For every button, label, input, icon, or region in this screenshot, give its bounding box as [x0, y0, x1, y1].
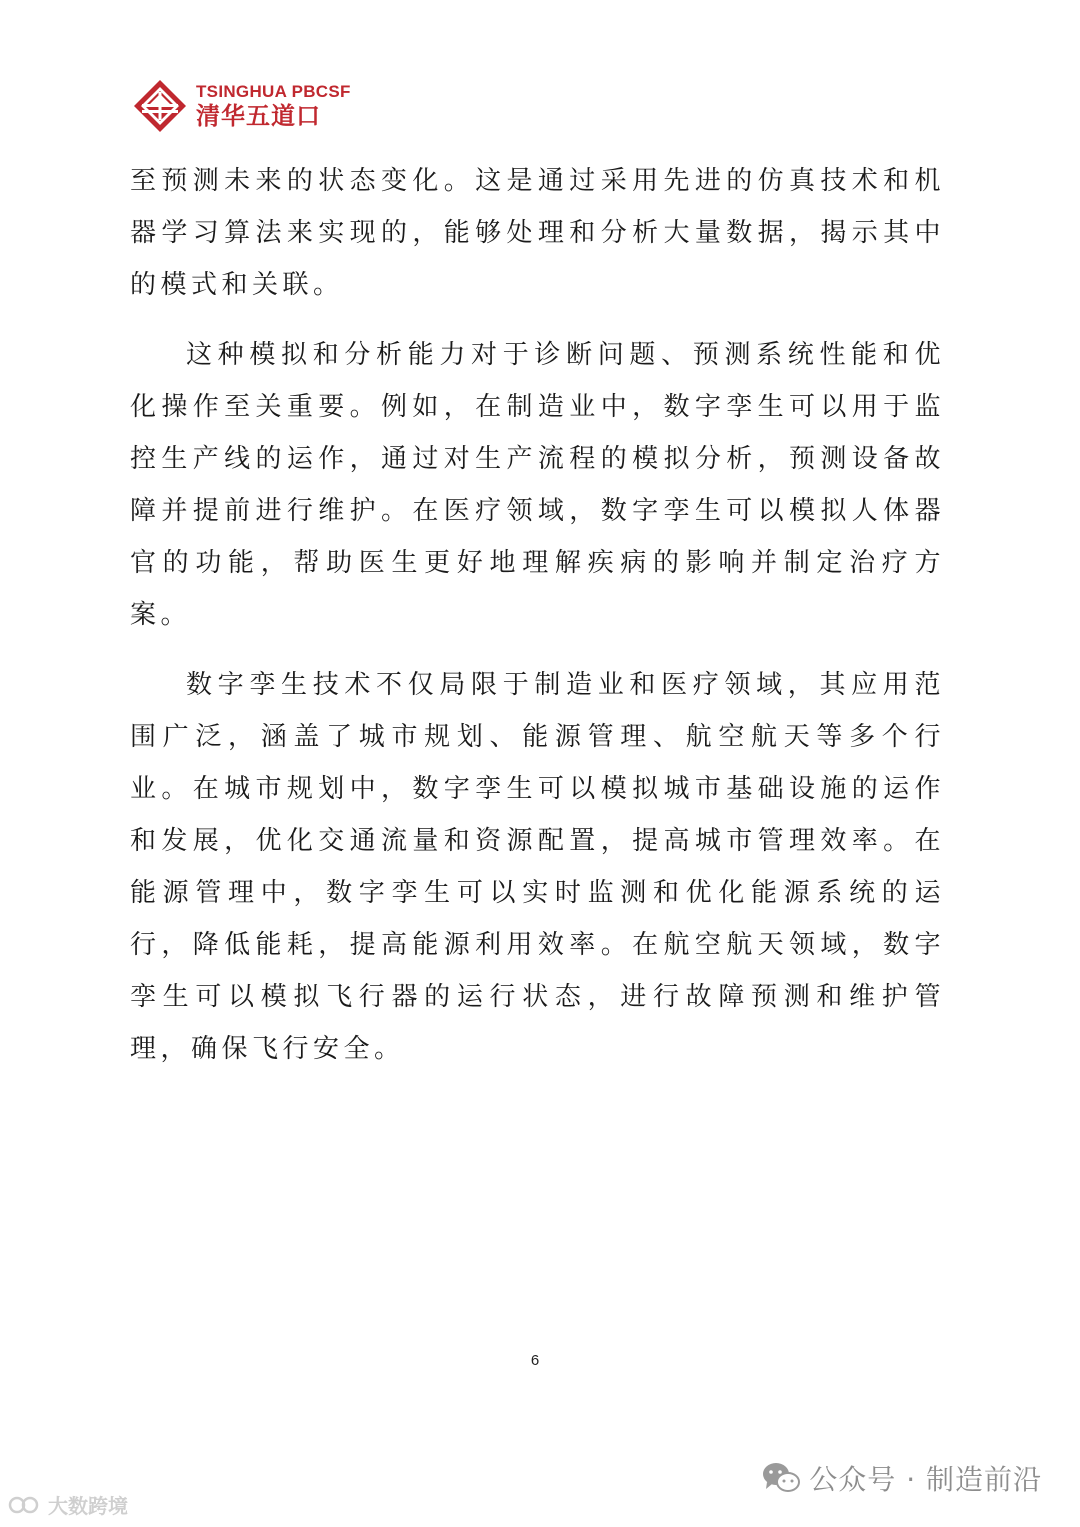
- logo-chinese-name: 清华五道口: [196, 102, 321, 130]
- document-body: [130, 155, 945, 1093]
- wechat-icon: [761, 1461, 801, 1495]
- watermark-logo-icon: [8, 1494, 44, 1516]
- paragraph-continued: 至预测未来的状态变化。这是通过采用先进的仿真技术和机器学习算法来实现的，能够处理和分析大量数据，揭示其中的模式和关联。: [130, 166, 945, 300]
- page-number: 6: [530, 1352, 540, 1369]
- document-header: [132, 76, 351, 136]
- paragraph-applications: 数字孪生技术不仅局限于制造业和医疗领域，其应用范围广泛，涵盖了城市规划、能源管理、航空航天等多个行业。在城市规划中，数字孪生可以模拟城市基础设施的运作和发展，优化交通流量和资源配置，提高城市管理效率。在能源管理中，数字孪生可以实时监测和优化能源系统的运行，降低能耗，提高能源利用效率。在航空航天领域，数字孪生可以模拟飞行器的运行状态，进行故障预测和维护管理，确保飞行安全。: [130, 670, 945, 1064]
- tsinghua-pbcsf-logo-icon: [132, 78, 188, 134]
- watermark-source: [8, 1490, 128, 1519]
- watermark-right-text: 公众号 · 制造前沿: [809, 1463, 1042, 1496]
- paragraph-analysis-capability: 这种模拟和分析能力对于诊断问题、预测系统性能和优化操作至关重要。例如，在制造业中，数字孪生可以用于监控生产线的运作，通过对生产流程的模拟分析，预测设备故障并提前进行维护。在医疗领域，数字孪生可以模拟人体器官的功能，帮助医生更好地理解疾病的影响并制定治疗方案。: [130, 340, 945, 630]
- watermark-wechat-account: [761, 1458, 1042, 1498]
- logo-english-name: TSINGHUA PBCSF: [196, 82, 351, 101]
- logo-text: [196, 82, 351, 130]
- watermark-left-text: 大数跨境: [48, 1494, 128, 1518]
